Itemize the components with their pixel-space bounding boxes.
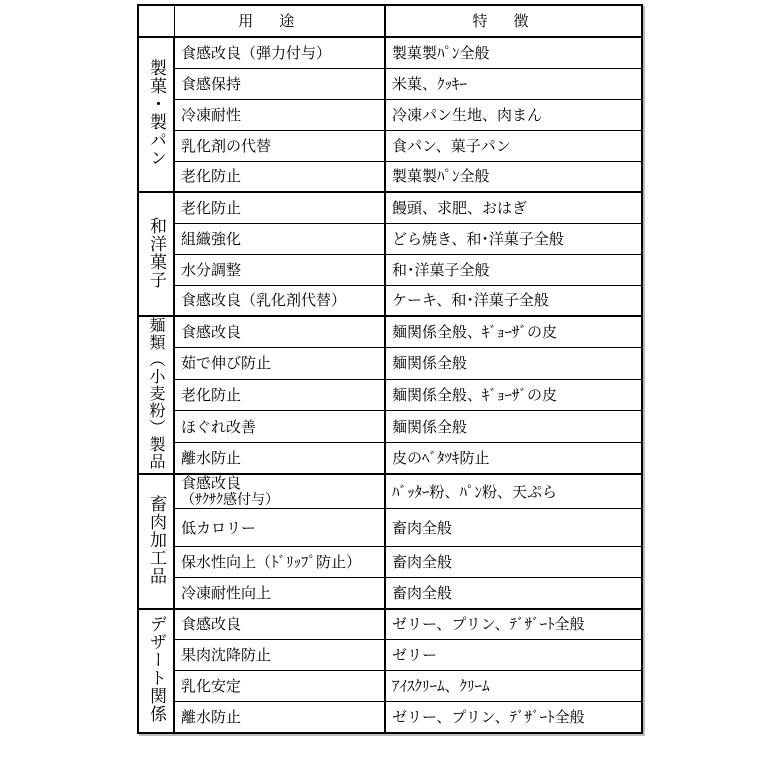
features-cell: 饅頭、求肥、おはぎ <box>385 192 642 223</box>
table-row <box>138 640 642 671</box>
features-cell: 食パン、菓子パン <box>385 130 642 161</box>
category-label: 製菓・製パン <box>146 59 166 167</box>
features-cell: ﾊﾞｯﾀｰ粉、ﾊﾟﾝ粉、天ぷら <box>385 474 642 509</box>
category-label: デザート関係 <box>146 615 166 723</box>
table-row <box>138 68 642 99</box>
header-features: 特徴 <box>385 5 642 37</box>
features-cell: ｱｲｽｸﾘｰﾑ、ｸﾘｰﾑ <box>385 671 642 702</box>
table-row <box>138 671 642 702</box>
usage-cell: 老化防止 <box>174 379 385 411</box>
table-row <box>138 547 642 578</box>
usage-cell: 食感改良（乳化剤代替） <box>174 285 385 316</box>
usage-cell: 食感改良（弾力付与） <box>174 37 385 68</box>
usage-cell: 冷凍耐性 <box>174 99 385 130</box>
features-cell: 冷凍パン生地、肉まん <box>385 99 642 130</box>
category-label: 畜肉加工品 <box>146 494 166 585</box>
table-row <box>138 285 642 316</box>
features-cell: 麺関係全般 <box>385 411 642 443</box>
header-usage: 用途 <box>174 5 385 37</box>
usage-cell: 食感改良 <box>174 609 385 640</box>
usage-cell: 組織強化 <box>174 223 385 254</box>
table-row <box>138 411 642 443</box>
table-row <box>138 223 642 254</box>
table-row <box>138 348 642 380</box>
features-cell: 麺関係全般 <box>385 348 642 380</box>
category-cell <box>138 474 174 609</box>
category-cell <box>138 609 174 733</box>
features-cell: ゼリー <box>385 640 642 671</box>
table-row <box>138 442 642 474</box>
features-cell: 製菓製ﾊﾟﾝ全般 <box>385 161 642 192</box>
features-cell: どら焼き、和･洋菓子全般 <box>385 223 642 254</box>
category-label: 麺類（小麦粉）製品 <box>147 317 166 470</box>
table-row <box>138 130 642 161</box>
usage-cell: 離水防止 <box>174 702 385 733</box>
usage-cell: 水分調整 <box>174 254 385 285</box>
features-cell: ゼリー、プリン、ﾃﾞｻﾞｰﾄ全般 <box>385 702 642 733</box>
features-cell: 製菓製ﾊﾟﾝ全般 <box>385 37 642 68</box>
usage-cell: ほぐれ改善 <box>174 411 385 443</box>
features-cell: 和･洋菓子全般 <box>385 254 642 285</box>
features-cell: 麺関係全般、ｷﾞｮｰｻﾞの皮 <box>385 316 642 348</box>
usage-cell: 乳化安定 <box>174 671 385 702</box>
category-cell <box>138 192 174 316</box>
features-cell: 畜肉全般 <box>385 509 642 547</box>
usage-cell: 食感改良 <box>174 316 385 348</box>
table-row <box>138 702 642 733</box>
usage-cell: 果肉沈降防止 <box>174 640 385 671</box>
table-row <box>138 192 642 223</box>
table-row <box>138 254 642 285</box>
usage-cell: 乳化剤の代替 <box>174 130 385 161</box>
usage-cell: 食感保持 <box>174 68 385 99</box>
table-row <box>138 161 642 192</box>
table-row <box>138 609 642 640</box>
usage-cell: 離水防止 <box>174 442 385 474</box>
category-cell <box>138 316 174 474</box>
usage-cell: 低カロリー <box>174 509 385 547</box>
features-cell: 畜肉全般 <box>385 578 642 609</box>
usage-note: （ｻｸｻｸ感付与） <box>181 492 279 508</box>
header-row <box>138 5 642 37</box>
usage-cell: 老化防止 <box>174 192 385 223</box>
usage-cell: 冷凍耐性向上 <box>174 578 385 609</box>
table-row <box>138 379 642 411</box>
usage-cell: 老化防止 <box>174 161 385 192</box>
features-cell: 畜肉全般 <box>385 547 642 578</box>
usage-cell <box>174 474 385 509</box>
table-row <box>138 509 642 547</box>
usage-cell: 茹で伸び防止 <box>174 348 385 380</box>
usage-cell: 保水性向上（ﾄﾞﾘｯﾌﾟ防止） <box>174 547 385 578</box>
features-cell: 米菓、ｸｯｷｰ <box>385 68 642 99</box>
table-row <box>138 474 642 509</box>
features-cell: 皮のﾍﾞﾀﾂｷ防止 <box>385 442 642 474</box>
table-row <box>138 99 642 130</box>
category-cell <box>138 37 174 192</box>
usage-main: 食感改良 <box>181 474 242 492</box>
table-row <box>138 37 642 68</box>
features-cell: 麺関係全般、ｷﾞｮｰｻﾞの皮 <box>385 379 642 411</box>
header-corner <box>138 5 174 37</box>
category-label: 和洋菓子 <box>146 216 166 289</box>
features-cell: ケーキ、和･洋菓子全般 <box>385 285 642 316</box>
features-cell: ゼリー、プリン、ﾃﾞｻﾞｰﾄ全般 <box>385 609 642 640</box>
table-row <box>138 578 642 609</box>
usage-table <box>137 4 643 734</box>
table-row <box>138 316 642 348</box>
